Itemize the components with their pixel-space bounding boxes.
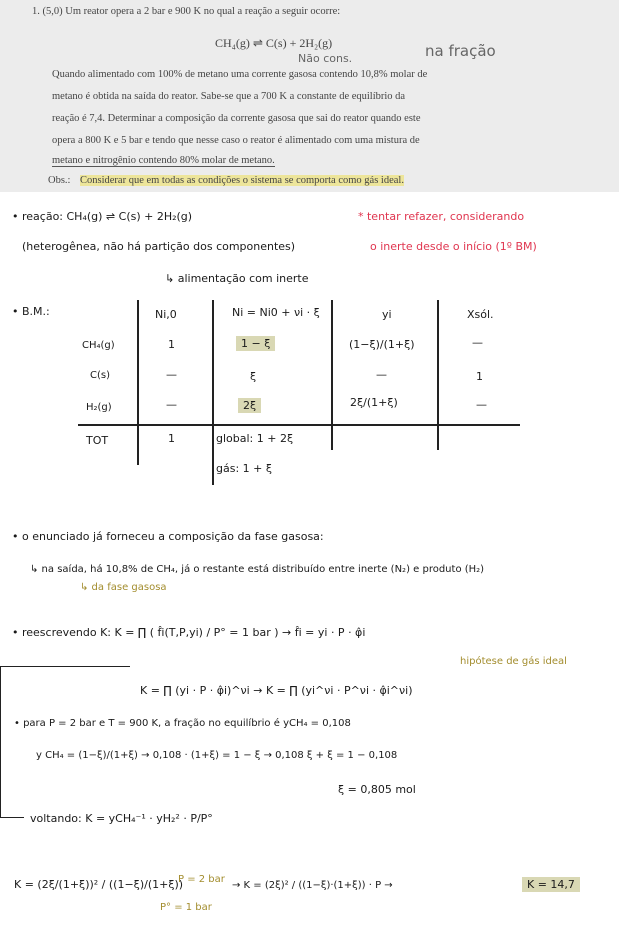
table-vline-3	[331, 300, 333, 450]
table-vline-4	[437, 300, 439, 450]
table-cell-highlight: 2ξ	[238, 398, 261, 413]
pen-note-1: Não cons.	[298, 52, 353, 65]
table-cell: —	[166, 398, 177, 411]
note-red-2: o inerte desde o início (1º BM)	[370, 240, 537, 253]
table-cell: —	[376, 368, 387, 381]
table-cell: —	[166, 368, 177, 381]
note-heterogenea: (heterogênea, não há partição dos componentes)	[22, 240, 296, 253]
note-alimentacao: ↳ alimentação com inerte	[165, 272, 309, 285]
problem-line-6: metano e nitrogênio contendo 80% molar de metano.	[52, 155, 275, 166]
note-xi: ξ = 0,805 mol	[338, 783, 416, 796]
table-cell: 2ξ/(1+ξ)	[350, 396, 398, 409]
table-row-label: H₂(g)	[86, 402, 112, 413]
problem-statement-scan	[0, 0, 619, 192]
note-enunciado: • o enunciado já forneceu a composição da fase gasosa:	[12, 530, 324, 543]
table-tot-global: global: 1 + 2ξ	[216, 432, 294, 445]
table-cell-highlight: 1 − ξ	[236, 336, 275, 351]
note-p0-eq: P° = 1 bar	[160, 902, 212, 913]
result-k: K = 14,7	[522, 877, 580, 892]
note-reacao: • reação: CH₄(g) ⇌ C(s) + 2H₂(g)	[12, 210, 193, 223]
problem-line-4: reação é 7,4. Determinar a composição da corrente gasosa que sai do reator quando este	[52, 113, 421, 124]
note-p-eq: P = 2 bar	[178, 874, 225, 885]
table-cell: —	[472, 336, 483, 349]
table-cell: 1	[476, 370, 483, 383]
note-bm: • B.M.:	[12, 305, 50, 318]
note-k-final-lhs: K = (2ξ/(1+ξ))² / ((1−ξ)/(1+ξ))	[14, 878, 184, 891]
table-cell: ξ	[250, 370, 257, 383]
note-red-1: * tentar refazer, considerando	[358, 210, 525, 223]
note-ych4: y CH₄ = (1−ξ)/(1+ξ) → 0,108 · (1+ξ) = 1 − ξ → 0,108 ξ + ξ = 1 − 0,108	[36, 750, 398, 761]
table-vline-1	[137, 300, 139, 465]
note-voltando: voltando: K = yCH₄⁻¹ · yH₂² · P/P°	[30, 812, 213, 825]
note-reescrevendo: • reescrevendo K: K = ∏ ( f̂i(T,P,yi) / P° = 1 bar ) → f̂i = yi · P · φ̂i	[12, 626, 366, 639]
note-saida: ↳ na saída, há 10,8% de CH₄, já o restante está distribuído entre inerte (N₂) e produto (H₂)	[30, 564, 485, 575]
table-cell: —	[476, 398, 487, 411]
pen-note-2: na fração	[425, 42, 496, 60]
table-tot-n0: 1	[168, 432, 175, 445]
table-row-label: CH₄(g)	[82, 340, 115, 351]
obs-text: Considerar que em todas as condições o sistema se comporta como gás ideal.	[80, 175, 404, 186]
problem-line-2: Quando alimentado com 100% de metano uma corrente gasosa contendo 10,8% molar de	[52, 69, 428, 80]
table-header-yi: yi	[382, 308, 392, 321]
table-vline-2	[212, 300, 214, 485]
bracket-top	[0, 666, 130, 667]
problem-line-3: metano é obtida na saída do reator. Sabe-se que a 700 K a constante de equilíbrio da	[52, 91, 406, 102]
problem-line-1: 1. (5,0) Um reator opera a 2 bar e 900 K no qual a reação a seguir ocorre:	[32, 6, 341, 17]
table-tot-gas: gás: 1 + ξ	[216, 462, 272, 475]
problem-line-5: opera a 800 K e 5 bar e tendo que nesse caso o reator é alimentado com uma mistura de	[52, 135, 420, 146]
bracket-bottom	[0, 817, 24, 818]
table-cell: (1−ξ)/(1+ξ)	[349, 338, 415, 351]
table-tot-label: TOT	[86, 434, 109, 447]
table-header-ni0: Ni,0	[155, 308, 177, 321]
table-header-ni: Ni = Ni0 + νi · ξ	[232, 306, 320, 319]
table-cell: 1	[168, 338, 175, 351]
problem-equation: CH₄(g) ⇌ C(s) + 2H₂(g)	[215, 36, 333, 50]
note-k-final-mid: → K = (2ξ)² / ((1−ξ)·(1+ξ)) · P →	[232, 880, 393, 891]
obs-label: Obs.:	[48, 175, 71, 186]
note-para: • para P = 2 bar e T = 900 K, a fração no equilíbrio é yCH₄ = 0,108	[14, 718, 351, 729]
note-hipotese: hipótese de gás ideal	[460, 656, 567, 667]
table-hline	[78, 424, 520, 426]
note-k-product: K = ∏ (yi · P · φ̂i)^νi → K = ∏ (yi^νi · P^νi · φ̂i^νi)	[140, 684, 413, 697]
bracket-left	[0, 666, 1, 818]
table-header-xsol: Xsól.	[467, 308, 494, 321]
table-row-label: C(s)	[90, 370, 110, 381]
note-fase-gasosa: ↳ da fase gasosa	[80, 582, 167, 593]
